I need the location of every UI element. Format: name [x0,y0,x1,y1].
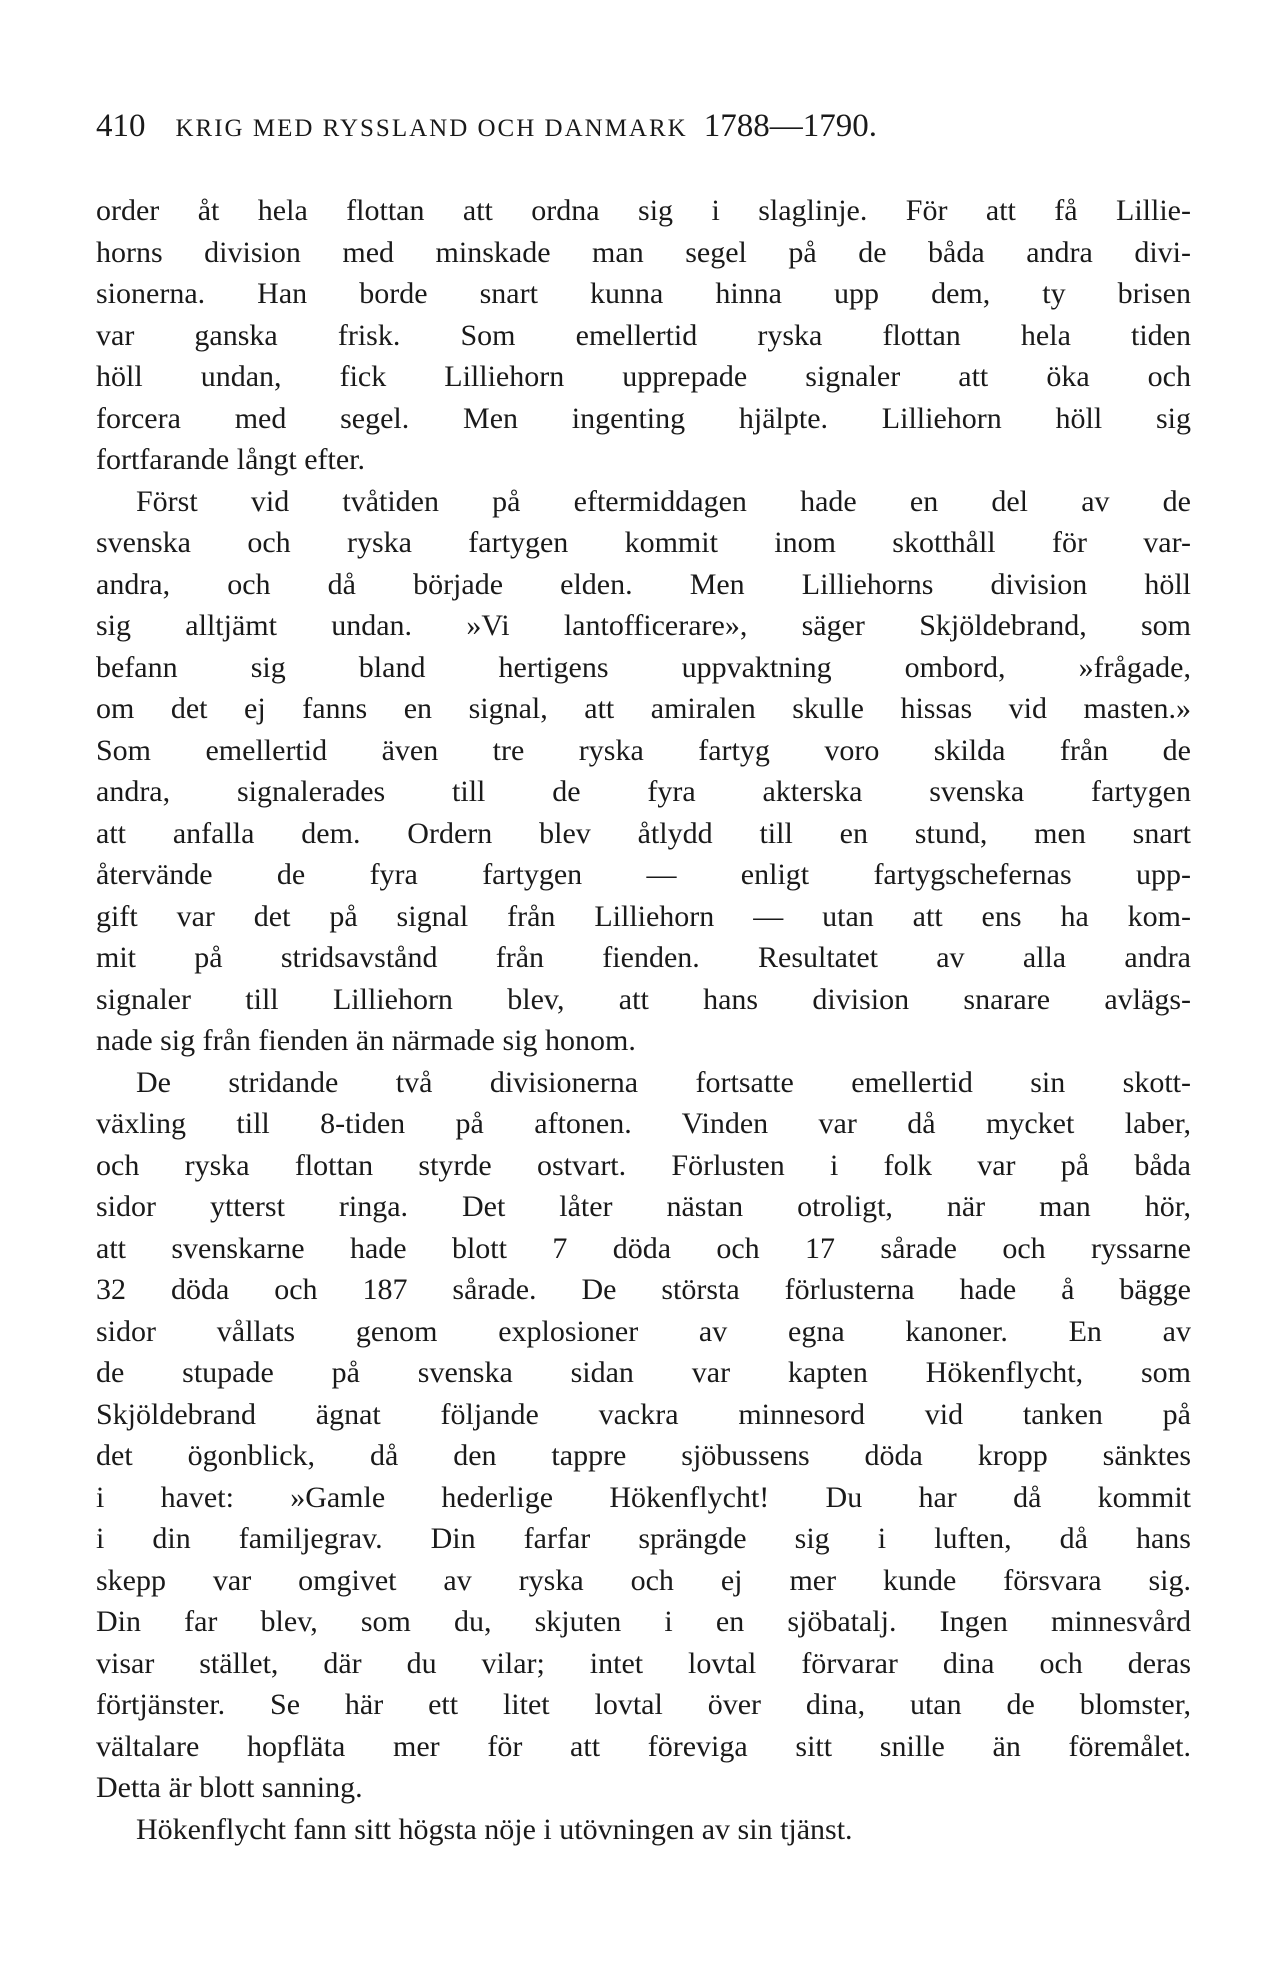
text-line: visar stället, där du vilar; intet lovtal förvarar dina och deras [96,1646,1191,1680]
text-line: fortfarande långt efter. [96,443,366,476]
text-line: gift var det på signal från Lilliehorn — utan att ens ha kom- [96,899,1191,933]
text-line: Som emellertid även tre ryska fartyg voro skilda från de [96,733,1191,767]
text-line: i havet: »Gamle hederlige Hökenflycht! Du har då kommit [96,1480,1191,1514]
text-line: höll undan, fick Lilliehorn upprepade signaler att öka och [96,360,1191,393]
text-line: sig alltjämt undan. »Vi lantofficerare», säger Skjöldebrand, som [96,609,1191,642]
text-line: horns division med minskade man segel på de båda andra divi- [96,235,1191,269]
book-page [96,108,1191,1850]
text-line: de stupade på svenska sidan var kapten Hökenflycht, som [96,1356,1191,1389]
text-line: vältalare hopflätа mer för att föreviga sitt snille än föremålet. [96,1729,1191,1763]
running-head [96,108,1191,148]
text-line: sionerna. Han borde snart kunna hinna upp dem, ty brisen [96,277,1191,310]
text-line: sidor vållats genom explosioner av egna kanoner. En av [96,1314,1191,1348]
text-line: signaler till Lilliehorn blev, att hans division snarare avlägs- [96,982,1191,1016]
text-line: sidor ytterst ringa. Det låter nästan otroligt, när man hör, [96,1190,1191,1223]
text-line: nade sig från fienden än närmade sig honom. [96,1024,636,1057]
text-line: order åt hela flottan att ordna sig i slaglinje. För att få Lillie- [96,194,1191,227]
text-line: Detta är blott sanning. [96,1771,363,1804]
running-title: KRIG MED RYSSLAND OCH DANMARK [175,115,688,142]
body-text [96,190,1191,1850]
text-line: befann sig bland hertigens uppvaktning ombord, »frågade, [96,650,1191,684]
running-years: 1788—1790. [703,108,877,144]
text-line: svenska och ryska fartygen kommit inom skotthåll för var- [96,526,1191,559]
text-line: Din far blev, som du, skjuten i en sjöbatalj. Ingen minnesvård [96,1605,1191,1638]
text-line: förtjänster. Se här ett litet lovtal över dina, utan de blomster, [96,1688,1191,1721]
text-line: Skjöldebrand ägnat följande vackra minnesord vid tanken på [96,1397,1191,1431]
text-line: andra, och då började elden. Men Lilliehorns division höll [96,567,1191,601]
text-line: 32 döda och 187 sårade. De största förlusterna hade å bägge [96,1273,1191,1306]
text-line: andra, signalerades till de fyra akterska svenska fartygen [96,775,1191,808]
text-line: och ryska flottan styrde ostvart. Förlusten i folk var på båda [96,1148,1191,1182]
text-line: att svenskarne hade blott 7 döda och 17 sårade och ryssarne [96,1231,1191,1265]
text-line: skepp var omgivet av ryska och ej mer kunde försvara sig. [96,1563,1191,1597]
text-line: att anfalla dem. Ordern blev åtlydd till en stund, men snart [96,816,1191,850]
text-line: Först vid tvåtiden på eftermiddagen hade en del av de [136,484,1191,518]
text-line: Hökenflycht fann sitt högsta nöje i utövningen av sin tjänst. [136,1812,853,1846]
text-line: De stridande två divisionerna fortsatte emellertid sin skott- [136,1065,1191,1099]
text-line: växling till 8-tiden på aftonen. Vinden var då mycket laber, [96,1107,1191,1140]
text-line: i din familjegrav. Din farfar sprängde sig i luften, då hans [96,1522,1191,1555]
text-line: forcera med segel. Men ingenting hjälpte. Lilliehorn höll sig [96,401,1191,435]
page-number: 410 [96,108,146,144]
text-line: det ögonblick, då den tappre sjöbussens döda kropp sänktes [96,1439,1191,1472]
text-line: var ganska frisk. Som emellertid ryska flottan hela tiden [96,318,1191,352]
text-line: återvände de fyra fartygen — enligt fartygschefernas upp- [96,858,1191,891]
text-line: mit på stridsavstånd från fienden. Resultatet av alla andra [96,941,1191,974]
text-line: om det ej fanns en signal, att amiralen skulle hissas vid masten.» [96,692,1191,725]
